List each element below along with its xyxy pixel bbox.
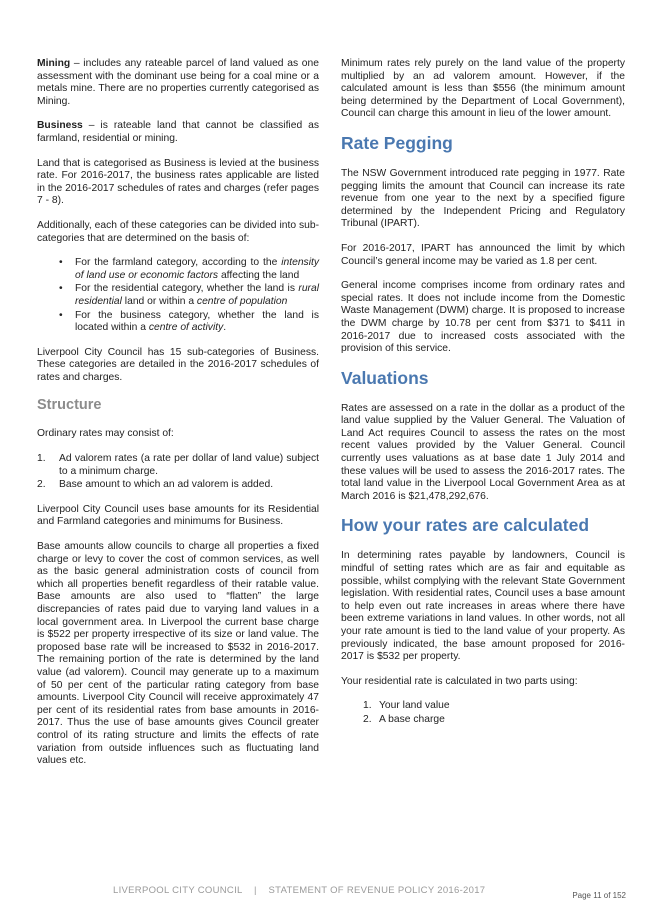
bullet-italic-text: rural residential [75, 283, 319, 307]
two-parts-paragraph: Your residential rate is calculated in two parts using: [341, 675, 578, 687]
bullet-text: For the residential category, whether the land is [75, 283, 299, 295]
subcategories-paragraph: Additionally, each of these categories can be divided into sub-categories that are determined on the basis of: [37, 219, 319, 244]
structure-heading: Structure [37, 397, 102, 414]
subcategory-bullet-list [37, 257, 319, 335]
mining-paragraph [37, 58, 319, 108]
item-text: Base amount to which an ad valorem is added. [59, 479, 274, 491]
business-term: Business [37, 120, 83, 132]
how-rates-paragraph: In determining rates payable by landowners, Council is mindful of setting rates which are as fair and equitable as possible, whilst complying with the relevant State Government legislation. With residential rates, Council uses a base amount to help even out rate increases in areas where there have been extreme variations in land values. In other words, not all your rate amount is tied to the land value of your property. As previously indicated, the base amount proposed for 2016-2017 is $532 per property. [341, 550, 625, 663]
ipart-paragraph: For 2016-2017, IPART has announced the limit by which Council’s general income may be varied as 1.8 per cent. [341, 242, 625, 267]
ordinary-rates-paragraph: Ordinary rates may consist of: [37, 428, 174, 440]
base-amounts-paragraph: Liverpool City Council uses base amounts for its Residential and Farmland categories and minimums for Business. [37, 503, 319, 528]
item-text: Your land value [379, 700, 450, 712]
numbered-item [341, 714, 625, 727]
numbered-item [37, 479, 319, 492]
valuations-heading: Valuations [341, 367, 429, 388]
bullet-text: . [223, 322, 227, 334]
right-column [341, 58, 625, 739]
bullet-text: affecting the land [218, 269, 300, 281]
mining-text: – includes any rateable parcel of land valued as one assessment with the dominant use being for a coal mine or a metals mine. There are no properties currently categorised as Mining. [37, 58, 319, 107]
bullet-text: For the business category, whether the land is located within a [75, 309, 319, 334]
left-column [37, 58, 319, 780]
valuations-paragraph: Rates are assessed on a rate in the dollar as a product of the land value supplied by the Valuer General. The Valuation of Land Act requires Council to assess the rates on the most recent values provided by the Valuer General. Council currently uses valuations as at base date 1 July 2014 and these values will be used to assess the 2016-2017 rates. The total land value in the Liverpool Local Government Area as at March 2016 is $21,478,292,676. [341, 402, 625, 502]
item-number: 2. [37, 479, 46, 491]
item-text: A base charge [379, 713, 445, 725]
bullet-italic-text: intensity of land use or economic factors [75, 257, 319, 281]
bullet-item [37, 283, 319, 308]
bullet-text: land or within a [121, 295, 197, 307]
base-amounts-detail-paragraph: Base amounts allow councils to charge all properties a fixed charge or levy to cover the cost of common services, as well as the basic general administration costs of council from which all properties benefit regardless of their ratable value. Base amounts are also used to “flatten” the large discrepancies of rates paid due to varying land values in a local government area. In Liverpool the current base charge is $522 per property irrespective of its size or land value. The proposed base rate will be increased to $532 in 2016-2017. The remaining portion of the rate is determined by the land value (ad valorem). Council may generate up to a maximum of 50 per cent of the particular rating category from base amounts. Liverpool City Council will receive approximately 47 per cent of its residential rates from base amounts in 2016-2017. Thus the use of base amounts gives Council greater control of its rating structure and limits the effects of rate variation from outside influences such as fluctuating land values etc. [37, 541, 319, 767]
bullet-item [37, 310, 319, 335]
item-number: 1. [37, 453, 46, 465]
bullet-icon: • [59, 283, 63, 295]
item-text: Ad valorem rates (a rate per dollar of land value) subject to a minimum charge. [59, 453, 319, 477]
numbered-item [341, 700, 625, 713]
rate-pegging-heading: Rate Pegging [341, 132, 453, 153]
liverpool-subcategories-paragraph: Liverpool City Council has 15 sub-categories of Business. These categories are detailed in the 2016-2017 schedules of rates and charges. [37, 346, 319, 383]
rate-parts-list [341, 700, 625, 726]
general-income-paragraph: General income comprises income from ordinary rates and special rates. It does not include income from the Domestic Waste Management (DWM) charge. It is proposed to increase the DWM charge by 10.78 per cent from $371 to $411 in 2016-2017 due to increased costs associated with the provision of this service. [341, 280, 625, 355]
mining-term: Mining [37, 58, 71, 69]
business-levied-paragraph: Land that is categorised as Business is levied at the business rate. For 2016-2017, the business rates applicable are listed in the 2016-2017 schedules of rates and charges (refer pages 7 - 8). [37, 157, 319, 207]
bullet-italic-text: centre of activity [148, 322, 224, 334]
numbered-item [37, 453, 319, 478]
how-rates-calculated-heading: How your rates are calculated [341, 515, 590, 536]
bullet-italic-text: centre of population [196, 295, 288, 307]
nsw-rate-pegging-paragraph: The NSW Government introduced rate pegging in 1977. Rate pegging limits the amount that Council can increase its rate revenue from one year to the next by a specified figure determined by the Independent Pricing and Regulatory Tribunal (IPART). [341, 167, 625, 230]
page-number: Page 11 of 152 [572, 891, 626, 900]
business-text: – is rateable land that cannot be classified as farmland, residential or mining. [37, 120, 319, 144]
bullet-icon: • [59, 257, 63, 269]
bullet-item [37, 257, 319, 282]
footer-title: LIVERPOOL CITY COUNCIL | STATEMENT OF REVENUE POLICY 2016-2017 [113, 885, 486, 896]
ordinary-rates-list [37, 453, 319, 492]
item-number: 2. [363, 713, 372, 725]
page-footer [0, 885, 653, 905]
item-number: 1. [363, 700, 372, 712]
business-paragraph [37, 120, 319, 145]
bullet-text: For the farmland category, according to the [75, 257, 282, 269]
bullet-icon: • [59, 309, 63, 321]
minimum-rates-paragraph: Minimum rates rely purely on the land value of the property multiplied by an ad valorem amount. However, if the calculated amount is less than $556 (the minimum amount being determined by the Department of Local Government), Council can charge this amount in lieu of the lower amount. [341, 58, 625, 120]
